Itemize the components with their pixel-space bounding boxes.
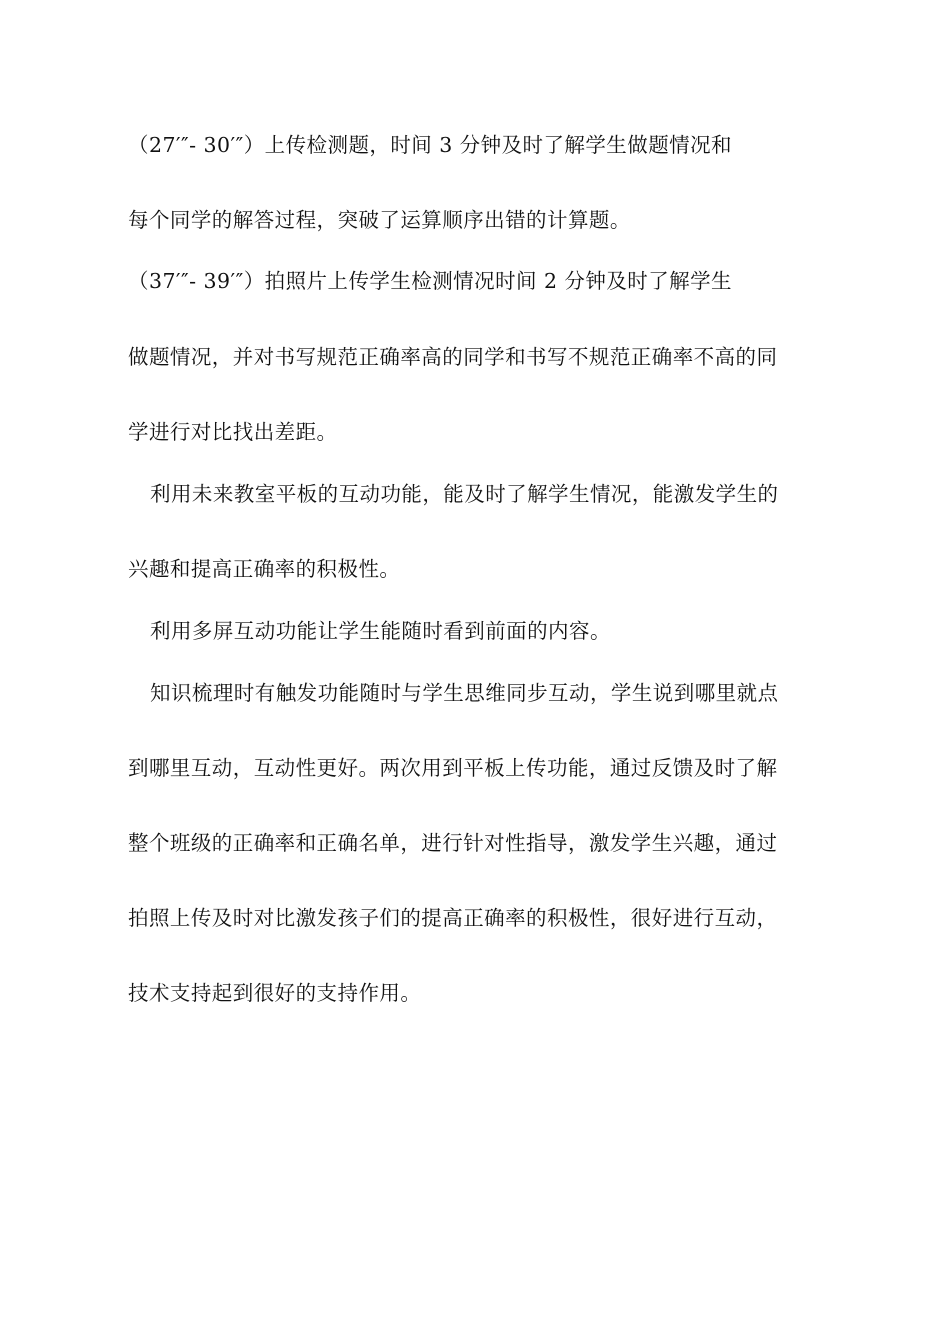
text-line-3: （37′″- 39′″）拍照片上传学生检测情况时间 2 分钟及时了解学生	[128, 269, 733, 293]
text-line-11: 整个班级的正确率和正确名单，进行针对性指导，激发学生兴趣，通过	[128, 831, 778, 855]
text-line-7: 兴趣和提高正确率的积极性。	[128, 557, 401, 581]
text-line-12: 拍照上传及时对比激发孩子们的提高正确率的积极性，很好进行互动，	[128, 906, 778, 930]
text-line-8: 利用多屏互动功能让学生能随时看到前面的内容。	[150, 619, 611, 643]
text-line-10: 到哪里互动，互动性更好。两次用到平板上传功能，通过反馈及时了解	[128, 756, 778, 780]
text-line-4: 做题情况，并对书写规范正确率高的同学和书写不规范正确率不高的同	[128, 345, 778, 369]
text-line-5: 学进行对比找出差距。	[128, 420, 338, 444]
text-line-6: 利用未来教室平板的互动功能，能及时了解学生情况，能激发学生的	[150, 482, 779, 506]
text-line-13: 技术支持起到很好的支持作用。	[128, 981, 422, 1005]
text-line-9: 知识梳理时有触发功能随时与学生思维同步互动，学生说到哪里就点	[150, 681, 779, 705]
text-line-2: 每个同学的解答过程，突破了运算顺序出错的计算题。	[128, 208, 631, 232]
text-line-1: （27′″- 30′″）上传检测题，时间 3 分钟及时了解学生做题情况和	[128, 133, 733, 157]
